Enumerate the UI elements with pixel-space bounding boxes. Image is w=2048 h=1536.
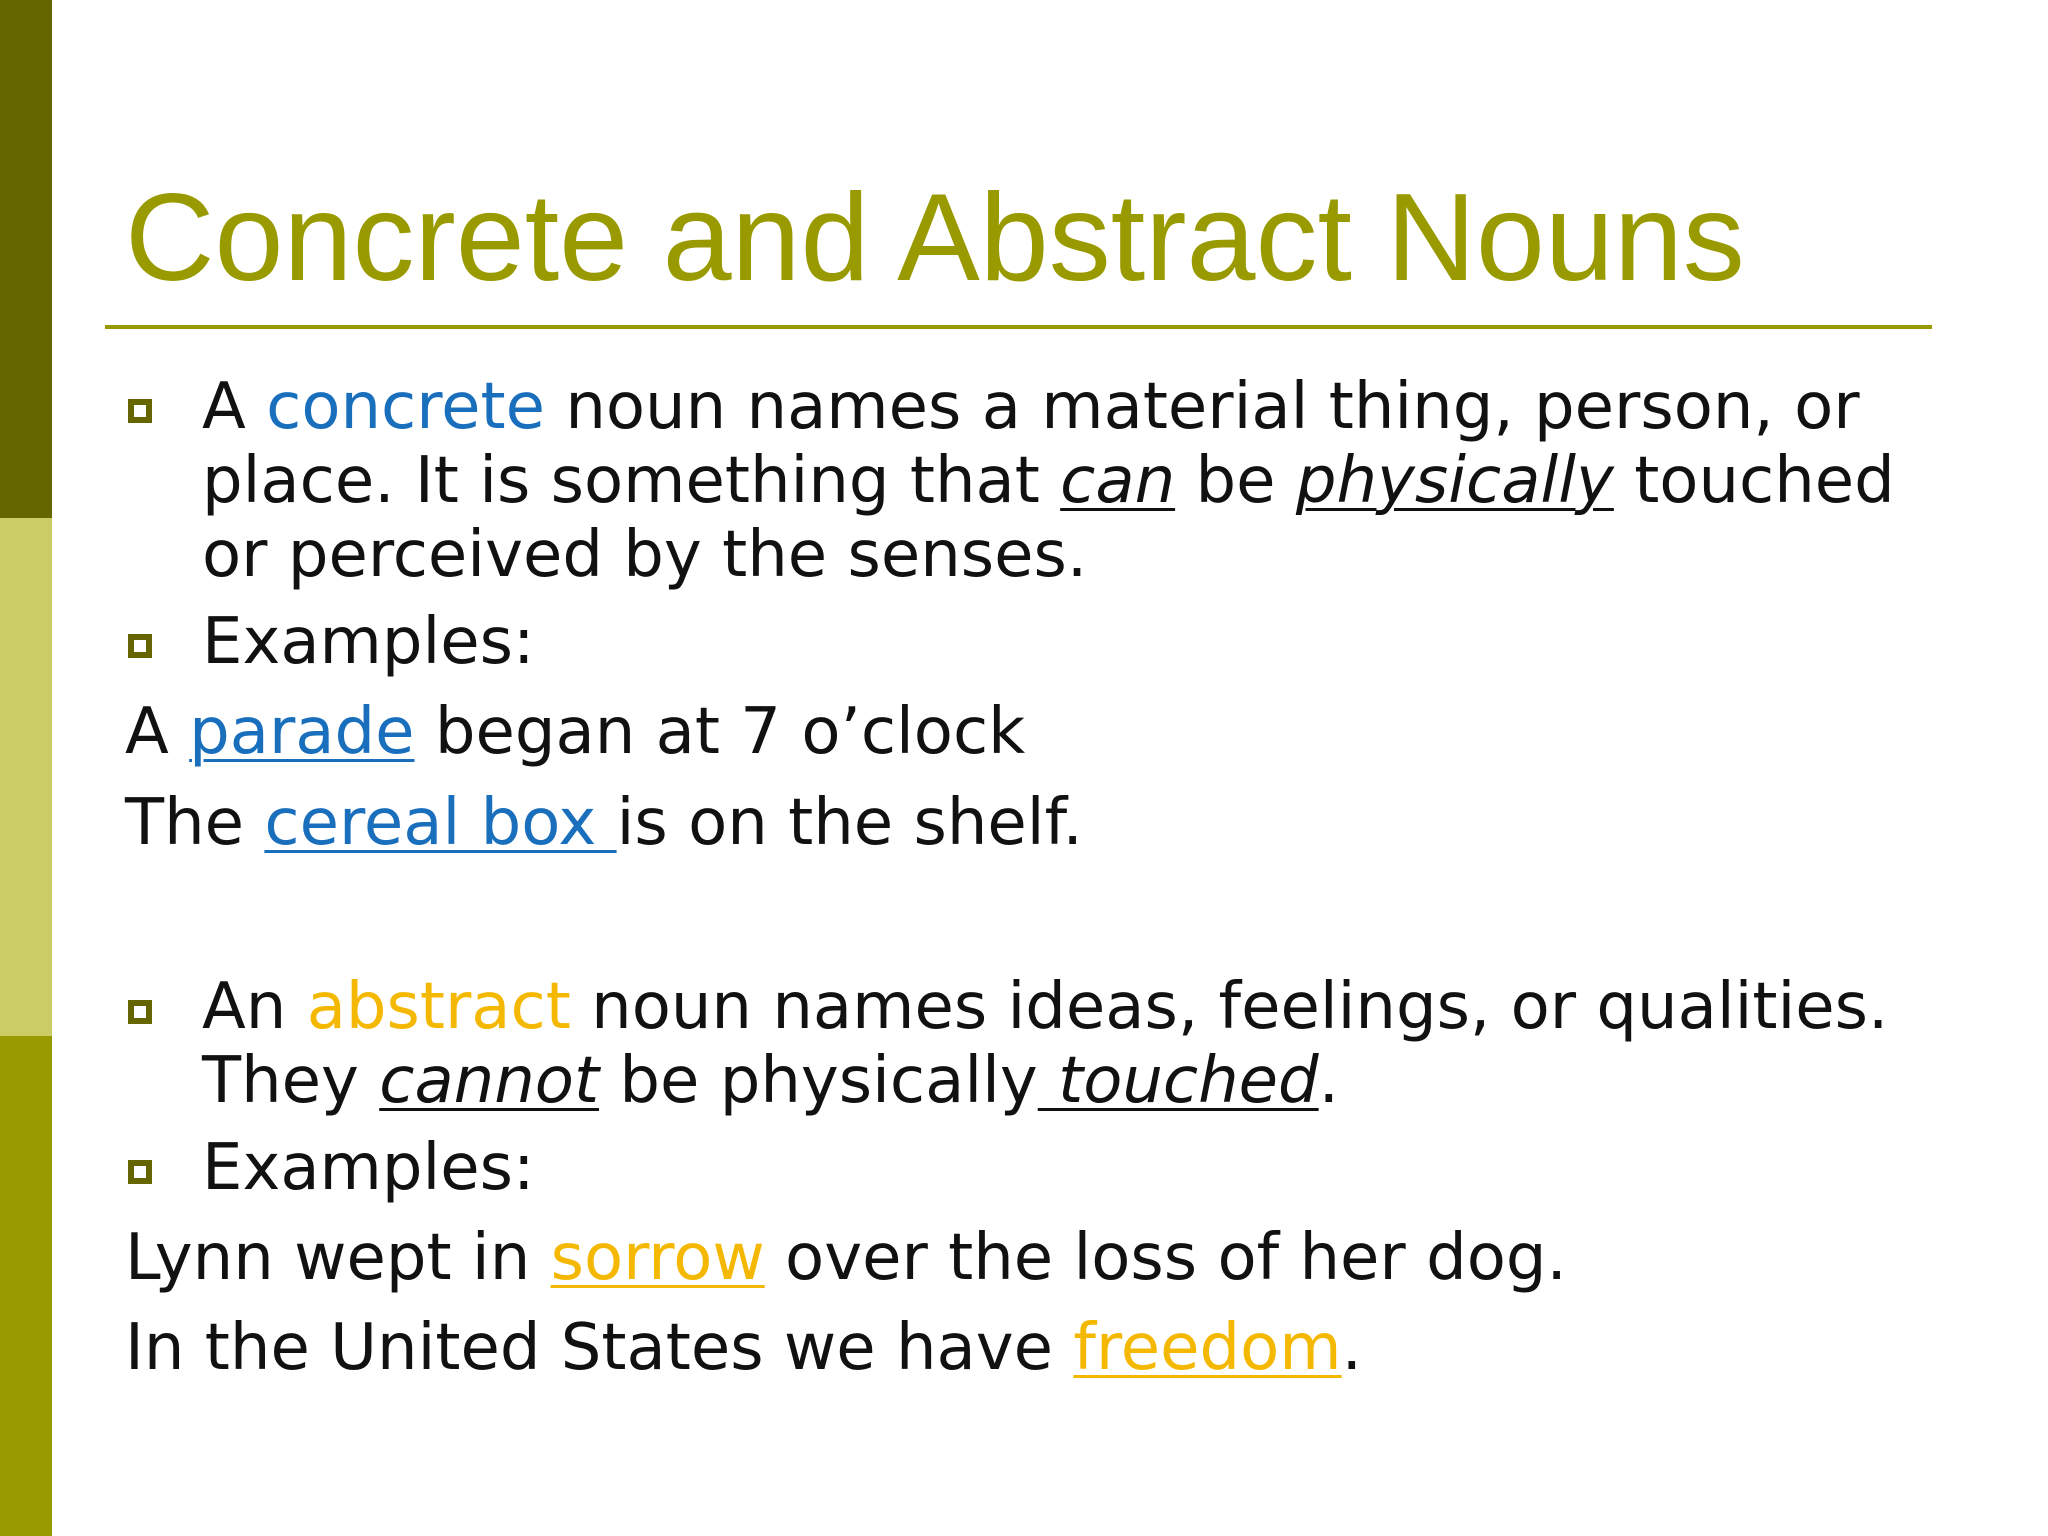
side-bar-olive (0, 1036, 52, 1536)
abstract-examples-label: Examples: (202, 1131, 535, 1205)
text-segment: noun names ideas, feelings, or qualities. They (202, 970, 1889, 1118)
concrete-definition (202, 370, 1962, 592)
text-segment: began at 7 o’clock (414, 695, 1026, 769)
square-bullet-icon (128, 399, 152, 423)
emphasis-touched: touched (1037, 1044, 1319, 1118)
text-segment: noun names a material thing, person, or place. It is something that (202, 370, 1860, 518)
text-segment: An (202, 970, 307, 1044)
concrete-term: concrete (266, 370, 545, 444)
concrete-noun-parade: parade (189, 695, 415, 769)
text-segment: is on the shelf. (616, 786, 1083, 860)
text-segment: The (125, 786, 265, 860)
square-bullet-icon (128, 1000, 152, 1024)
emphasis-physically: physically (1295, 444, 1614, 518)
abstract-noun-sorrow: sorrow (550, 1221, 765, 1295)
abstract-definition (202, 970, 1962, 1118)
text-segment: touched or perceived by the senses. (202, 444, 1895, 592)
text-segment: be physically (599, 1044, 1038, 1118)
emphasis-cannot: cannot (379, 1044, 600, 1118)
emphasis-can: can (1060, 444, 1176, 518)
text-segment: A (202, 370, 267, 444)
concrete-examples-label: Examples: (202, 605, 535, 679)
square-bullet-icon (128, 1160, 152, 1184)
text-segment: . (1318, 1044, 1339, 1118)
text-segment: In the United States we have (125, 1311, 1074, 1385)
concrete-example-2 (125, 786, 1083, 860)
text-segment: Lynn wept in (125, 1221, 551, 1295)
abstract-example-1 (125, 1221, 1567, 1295)
text-segment: A (125, 695, 190, 769)
abstract-example-2 (125, 1311, 1362, 1385)
concrete-noun-cereal-box: cereal box (264, 786, 617, 860)
side-bar-dark (0, 0, 52, 518)
abstract-term: abstract (306, 970, 571, 1044)
text-segment: be (1175, 444, 1296, 518)
title-divider (105, 325, 1932, 329)
text-segment: over the loss of her dog. (764, 1221, 1567, 1295)
slide-title: Concrete and Abstract Nouns (125, 169, 1745, 307)
concrete-example-1 (125, 695, 1025, 769)
side-bar-light (0, 518, 52, 1036)
square-bullet-icon (128, 634, 152, 658)
abstract-noun-freedom: freedom (1073, 1311, 1342, 1385)
text-segment: . (1341, 1311, 1362, 1385)
